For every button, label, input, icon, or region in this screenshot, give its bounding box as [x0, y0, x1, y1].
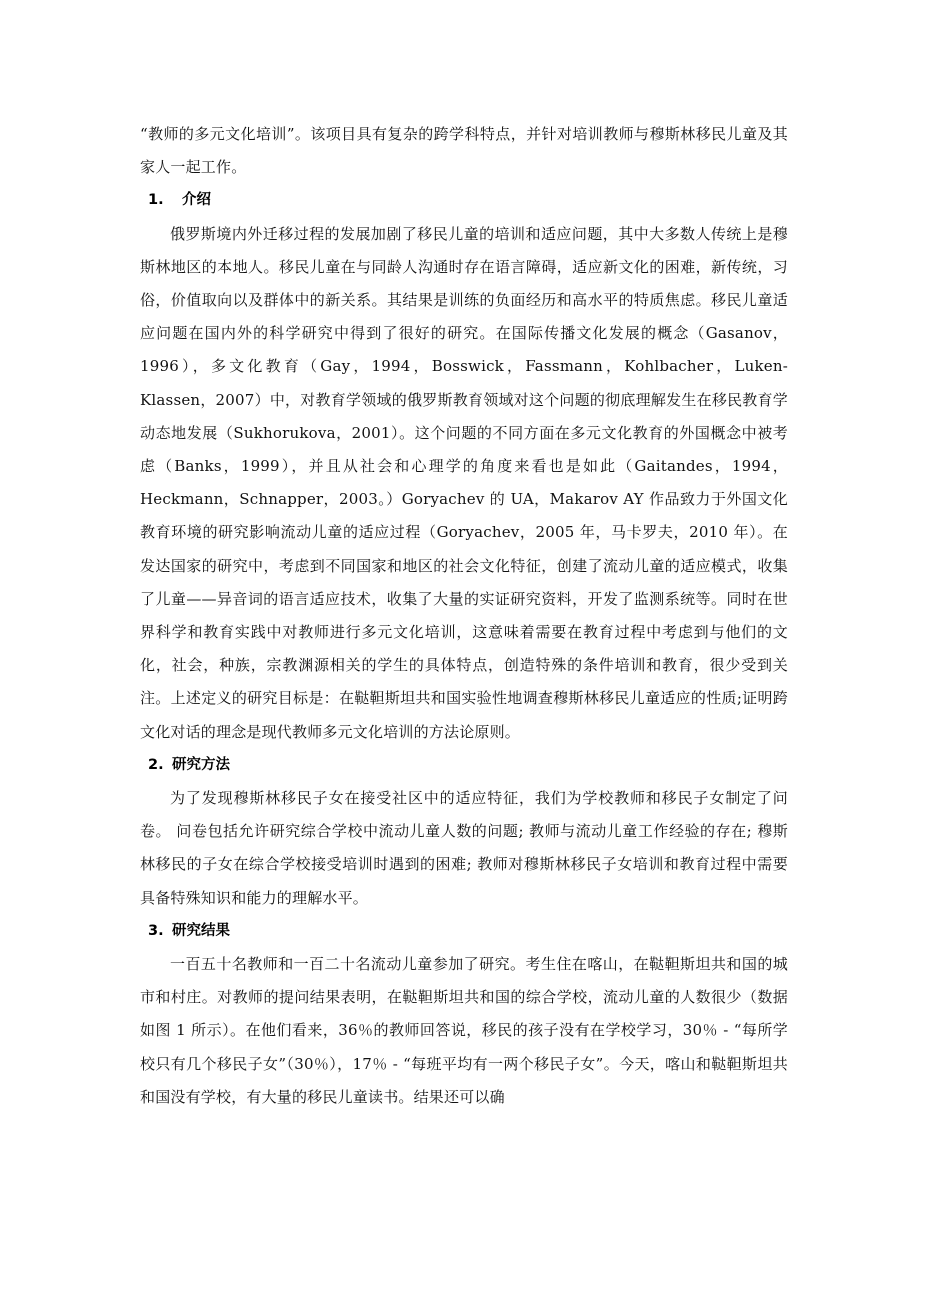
section-title: 研究结果: [172, 922, 230, 939]
methods-paragraph: 为了发现穆斯林移民子女在接受社区中的适应特征，我们为学校教师和移民子女制定了问卷。 问卷包括允许研究综合学校中流动儿童人数的问题; 教师与流动儿童工作经验的存在; 穆斯林移民的子女在综合学校接受培训时遇到的困难; 教师对穆斯林移民子女培训和教育过程中需要具备特殊知识和能力的理解水平。: [140, 789, 788, 907]
intro-paragraph: “教师的多元文化培训”。该项目具有复杂的跨学科特点，并针对培训教师与穆斯林移民儿童及其家人一起工作。: [140, 125, 788, 177]
document-body: [140, 118, 788, 1114]
section-number: 2.: [148, 756, 164, 773]
section-title: 研究方法: [172, 756, 230, 773]
section-number: 1.: [148, 192, 164, 209]
section-title: 介绍: [182, 192, 211, 209]
section-number: 3.: [148, 922, 164, 939]
section-heading-results: [140, 915, 788, 948]
introduction-paragraph: 俄罗斯境内外迁移过程的发展加剧了移民儿童的培训和适应问题，其中大多数人传统上是穆斯林地区的本地人。移民儿童在与同龄人沟通时存在语言障碍，适应新文化的困难，新传统，习俗，价值取向以及群体中的新关系。其结果是训练的负面经历和高水平的特质焦虑。移民儿童适应问题在国内外的科学研究中得到了很好的研究。在国际传播文化发展的概念（Gasanov，1996），多文化教育（Gay，1994，Bosswick，Fassmann，Kohlbacher，Luken-Klassen，2007）中，对教育学领域的俄罗斯教育领域对这个问题的彻底理解发生在移民教育学动态地发展（Sukhorukova，2001）。这个问题的不同方面在多元文化教育的外国概念中被考虑（Banks，1999），并且从社会和心理学的角度来看也是如此（Gaitandes，1994，Heckmann，Schnapper，2003。）Goryachev 的 UA，Makarov AY 作品致力于外国文化教育环境的研究影响流动儿童的适应过程（Goryachev，2005 年，马卡罗夫，2010 年）。在发达国家的研究中，考虑到不同国家和地区的社会文化特征，创建了流动儿童的适应模式，收集了儿童——异音词的语言适应技术，收集了大量的实证研究资料，开发了监测系统等。同时在世界科学和教育实践中对教师进行多元文化培训，这意味着需要在教育过程中考虑到与他们的文化，社会，种族，宗教渊源相关的学生的具体特点，创造特殊的条件培训和教育，很少受到关注。上述定义的研究目标是：在鞑靼斯坦共和国实验性地调查穆斯林移民儿童适应的性质;证明跨文化对话的理念是现代教师多元文化培训的方法论原则。: [140, 224, 788, 741]
results-paragraph: 一百五十名教师和一百二十名流动儿童参加了研究。考生住在喀山，在鞑靼斯坦共和国的城市和村庄。对教师的提问结果表明，在鞑靼斯坦共和国的综合学校，流动儿童的人数很少（数据如图 1 所示）。在他们看来，36％的教师回答说，移民的孩子没有在学校学习，30％ - “每所学校只有几个移民子女”（30％），17％ - “每班平均有一两个移民子女”。今天，喀山和鞑靼斯坦共和国没有学校，有大量的移民儿童读书。结果还可以确: [140, 955, 788, 1106]
section-heading-introduction: [140, 184, 788, 217]
section-heading-methods: [140, 749, 788, 782]
